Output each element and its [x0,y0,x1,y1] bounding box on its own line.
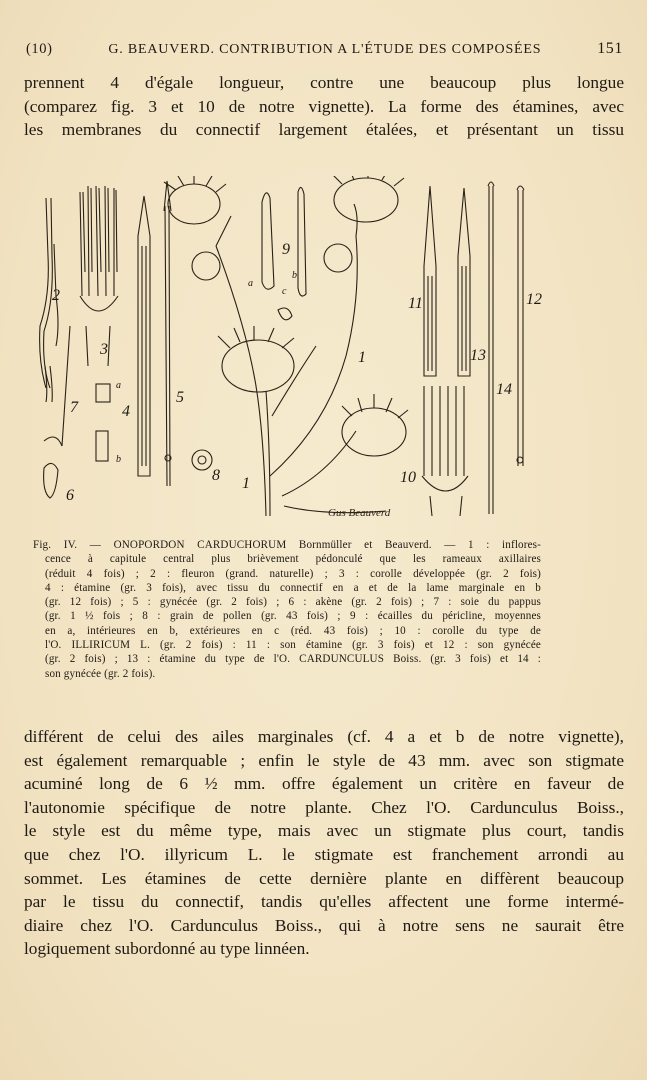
caption-line: (gr. 2 fois) ; 13 : étamine du type de l'O. CARDUNCULUS Boiss. (gr. 3 fois) et 14 : [45,653,541,666]
fig-label-9: 9 [282,241,290,258]
botanical-illustration [26,176,621,522]
fig-label-1: 1 [242,475,250,492]
page-number: 151 [597,40,623,57]
fig-6-achene [44,463,58,498]
fig-label-4a: a [116,380,121,391]
text-line: (comparez fig. 3 et 10 de notre vignette). La forme des étamines, avec [24,96,624,116]
fig-label-14: 14 [496,381,512,398]
text-line: diaire chez l'O. Cardunculus Boiss., qui à notre sens ne saurait être [24,915,624,935]
fig-11-stamen [424,186,436,376]
caption-line: 4 : étamine (gr. 3 fois), avec tissu du connectif en a et de la lame marginale en b [45,581,541,594]
fig-label-6: 6 [66,487,74,504]
fig-8-pollen [192,450,212,470]
text-line: les membranes du connectif largement étalées, et présentant un tissu [24,120,624,140]
text-line: acuminé long de 6 ½ mm. offre également un critère en faveur de [24,774,624,794]
fig-13-stamen [458,188,470,376]
fig-10-corolla [422,386,468,516]
header-title: G. BEAUVERD. CONTRIBUTION A L'ÉTUDE DES COMPOSÉES [108,42,542,57]
artist-signature: Gus Beauverd [328,507,391,519]
running-header [26,40,623,62]
caption-line: Fig. IV. — ONOPORDON CARDUCHORUM Bornmüller et Beauverd. — 1 : inflores- [33,539,541,551]
fig-label-4: 4 [122,403,130,420]
illustration-drawing [26,176,621,522]
fig-label-8: 8 [212,467,220,484]
body-paragraph [24,725,624,961]
text-line: différent de celui des ailes marginales (cf. 4 a et b de notre vignette), [24,727,624,746]
fig-label-9a: a [248,278,253,289]
fig-1-inflorescence [164,176,408,516]
header-chapter-number: (10) [26,41,53,57]
caption-line: (réduit 4 fois) ; 2 : fleuron (grand. naturelle) ; 3 : corolle développée (gr. 2 fois) [45,567,541,580]
fig-14-gynoecium [489,186,493,514]
fig-label-9b: b [292,270,297,281]
fig-label-4b: b [116,454,121,465]
text-line: logiquement subordonné au type linnéen. [24,939,310,959]
fig-label-12: 12 [526,291,542,308]
fig-3-corolla [80,186,118,366]
text-line: sommet. Les étamines de cette dernière plante en diffèrent beaucoup [24,868,624,888]
fig-label-13: 13 [470,347,486,364]
caption-line: (gr. 1 ½ fois ; 8 : grain de pollen (gr. 43 fois) ; 9 : écailles du péricline, moyennes [45,610,541,623]
fig-label-11: 11 [408,295,423,312]
caption-line: (gr. 12 fois) ; 5 : gynécée (gr. 2 fois) ; 6 : akène (gr. 2 fois) ; 7 : soie du pappus [45,596,541,609]
text-line: est également remarquable ; enfin le style de 43 mm. avec son stigmate [24,750,624,770]
fig-label-9c: c [282,286,287,297]
text-line: prennent 4 d'égale longueur, contre une beaucoup plus longue [24,73,624,92]
fig-5-gynoecium [164,181,171,486]
caption-line: cence à capitule central plus brièvement pédonculé que les rameaux axillaires [45,553,541,566]
text-line: que chez l'O. illyricum L. le stigmate est franchement arrondi au [24,844,624,864]
fig-7-bristle [62,326,70,446]
intro-paragraph [24,71,624,142]
caption-line: son gynécée (gr. 2 fois). [45,667,156,680]
fig-label-10: 10 [400,469,416,486]
caption-line: l'O. ILLIRICUM L. (gr. 2 fois) : 11 : son étamine (gr. 3 fois) et 12 : son gynécée [45,639,541,652]
fig-label-7: 7 [70,399,78,416]
figure-caption [33,538,541,681]
fig-12-gynoecium [518,190,523,466]
fig-label-1b: 1 [358,349,366,366]
caption-line: en a, intérieures en b, extérieures en c (réd. 43 fois) ; 10 : corolle du type de [45,624,541,637]
fig-4-stamen [96,196,150,476]
text-line: le style est du même type, mais avec un stigmate plus court, tandis [24,821,624,841]
fig-label-5: 5 [176,389,184,406]
text-line: l'autonomie spécifique de notre plante. Chez l'O. Cardunculus Boiss., [24,797,624,817]
fig-label-2: 2 [52,287,60,304]
text-line: par le tissu du connectif, tandis qu'elles affectent une forme intermé- [24,892,624,912]
fig-label-3: 3 [100,341,108,358]
